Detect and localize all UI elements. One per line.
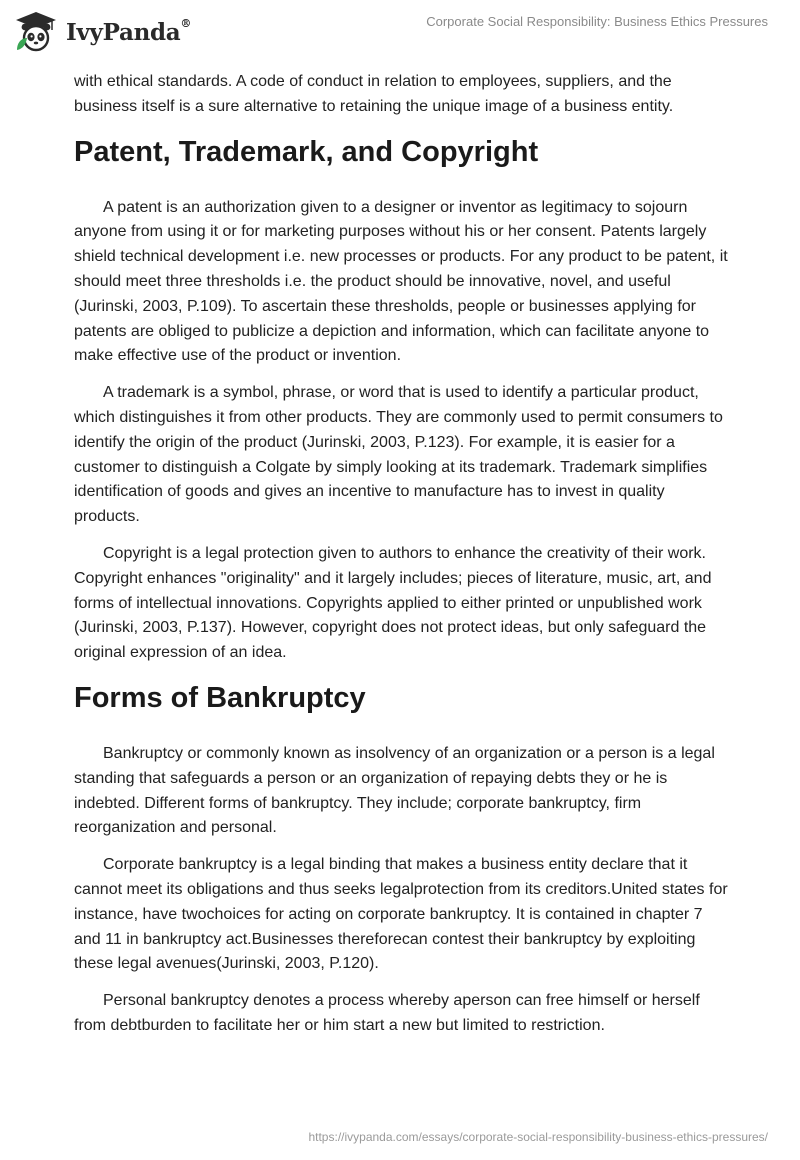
paragraph: A trademark is a symbol, phrase, or word that is used to identify a particular product, which distinguishes it from other products. They are commonly used to permit consumers to identify the origin of the product (Jurinski, 2003, P.123). For example, it is easier for a customer to distinguish a Colgate by simply looking at its trademark. Trademark simplifies identification of goods and gives an incentive to manufacture has to invest in quality products.: [74, 384, 723, 526]
logo-wordmark: IvyPanda®: [66, 16, 192, 46]
intro-paragraph: with ethical standards. A code of conduct in relation to employees, suppliers, and the business itself is a sure alternative to retaining the unique image of a business entity.: [74, 73, 674, 115]
panda-graduate-icon: [14, 10, 58, 52]
paragraph: A patent is an authorization given to a designer or inventor as legitimacy to sojourn anyone from using it or for marketing purposes without his or her consent. Patents largely shield technical development i.e. new processes or products. For any product to be patent, it should meet three thresholds i.e. the product should be innovative, novel, and useful (Jurinski, 2003, P.109). To ascertain these thresholds, people or businesses applying for patents are obliged to publicize a depiction and information, which can facilitate anyone to make effective use of the product or invention.: [74, 198, 728, 365]
document-title: Corporate Social Responsibility: Business Ethics Pressures: [426, 14, 768, 29]
ivypanda-logo[interactable]: [14, 10, 191, 52]
essay-content: [74, 70, 730, 1051]
paragraph: Copyright is a legal protection given to authors to enhance the creativity of their work. Copyright enhances "originality" and it largely includes; pieces of literature, music, art, and forms of intellectual innovations. Copyrights applied to either printed or unpublished work (Jurinski, 2003, P.137). However, copyright does not protect ideas, but only safeguard the original expression of an idea.: [74, 544, 712, 662]
paragraph: Personal bankruptcy denotes a process whereby aperson can free himself or herself from debtburden to facilitate her or him start a new but limited to restriction.: [74, 992, 700, 1034]
section-heading-bankruptcy: Forms of Bankruptcy: [74, 681, 366, 714]
registered-mark: ®: [180, 16, 192, 30]
page-header: [0, 0, 800, 62]
paragraph: Bankruptcy or commonly known as insolvency of an organization or a person is a legal standing that safeguards a person or an organization of repaying debts they or he is indebted. Different forms of bankruptcy. They include; corporate bankruptcy, firm reorganization and personal.: [74, 744, 715, 837]
paragraph: Corporate bankruptcy is a legal binding that makes a business entity declare that it cannot meet its obligations and thus seeks legalprotection from its creditors.United states for instance, have twochoices for acting on corporate bankruptcy. It is contained in chapter 7 and 11 in bankruptcy act.Businesses thereforecan contest their bankruptcy by exploiting these legal avenues(Jurinski, 2003, P.120).: [74, 856, 728, 973]
section-heading-patent: Patent, Trademark, and Copyright: [74, 135, 539, 168]
source-url[interactable]: https://ivypanda.com/essays/corporate-social-responsibility-business-ethics-pressures/: [308, 1130, 768, 1144]
